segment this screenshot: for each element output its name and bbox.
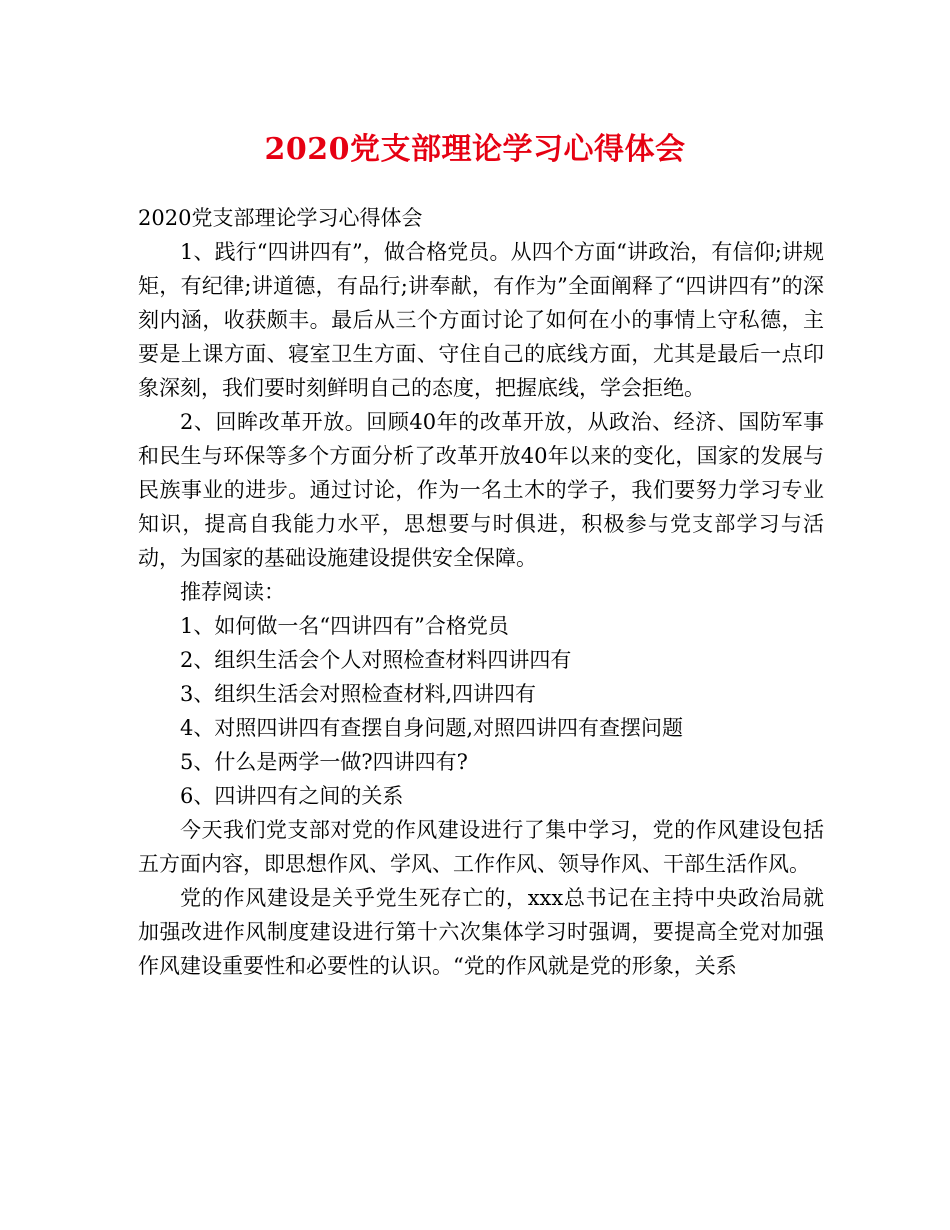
recommend-item-1[interactable]: 1、如何做一名“四讲四有”合格党员 (180, 614, 509, 638)
closing-paragraph-1: 今天我们党支部对党的作风建设进行了集中学习，党的作风建设包括五方面内容，即思想作风、学风、工作作风、领导作风、干部生活作风。 (138, 818, 824, 876)
recommend-item-2[interactable]: 2、组织生活会个人对照检查材料四讲四有 (180, 648, 572, 672)
recommend-item-6[interactable]: 6、四讲四有之间的关系 (180, 784, 404, 808)
document-body (138, 201, 824, 983)
recommend-heading: 推荐阅读： (180, 580, 285, 604)
document-title: 2020党支部理论学习心得体会 (264, 132, 686, 167)
document-subtitle: 2020党支部理论学习心得体会 (138, 206, 423, 230)
recommend-item-3[interactable]: 3、组织生活会对照检查材料,四讲四有 (180, 682, 537, 706)
paragraph-2: 2、回眸改革开放。回顾40年的改革开放，从政治、经济、国防军事和民生与环保等多个方面分析了改革开放40年以来的变化，国家的发展与民族事业的进步。通过讨论，作为一名土木的学子，我们要努力学习专业知识，提高自我能力水平，思想要与时俱进，积极参与党支部学习与活动，为国家的基础设施建设提供安全保障。 (138, 410, 824, 570)
closing-paragraph-2: 党的作风建设是关乎党生死存亡的，xxx总书记在主持中央政治局就加强改进作风制度建设进行第十六次集体学习时强调，要提高全党对加强作风建设重要性和必要性的认识。“党的作风就是党的形象，关系 (138, 886, 824, 978)
paragraph-1: 1、践行“四讲四有”，做合格党员。从四个方面“讲政治，有信仰;讲规矩，有纪律;讲道德，有品行;讲奉献，有作为”全面阐释了“四讲四有”的深刻内涵，收获颇丰。最后从三个方面讨论了如何在小的事情上守私德，主要是上课方面、寝室卫生方面、守住自己的底线方面，尤其是最后一点印象深刻，我们要时刻鲜明自己的态度，把握底线，学会拒绝。 (138, 240, 824, 400)
recommend-item-4[interactable]: 4、对照四讲四有查摆自身问题,对照四讲四有查摆问题 (180, 716, 684, 740)
recommend-item-5[interactable]: 5、什么是两学一做?四讲四有? (180, 750, 468, 774)
